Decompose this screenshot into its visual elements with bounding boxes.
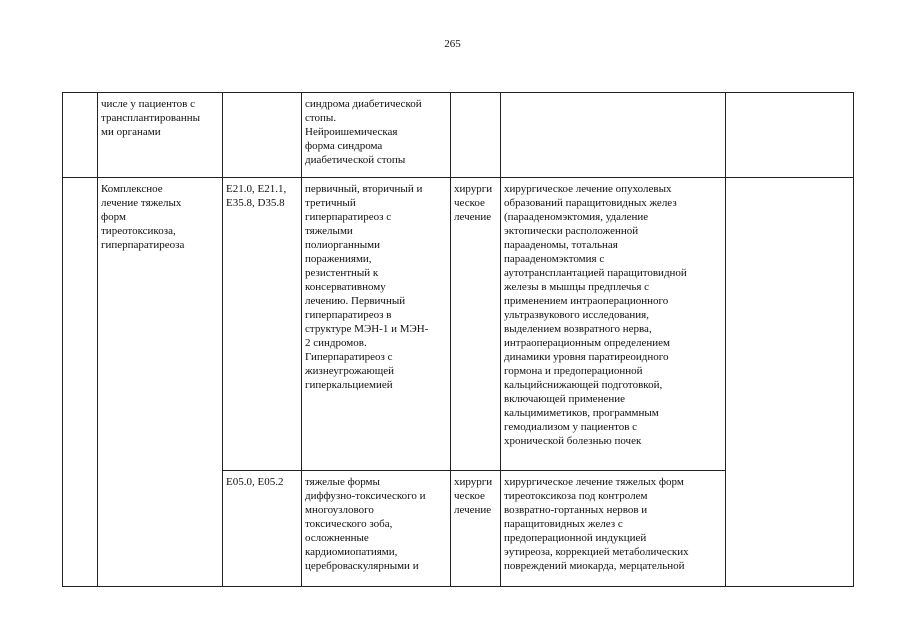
cell-text-line: токсического зоба,: [305, 518, 393, 530]
cell-text-line: парааденомэктомия с: [504, 253, 605, 265]
cell-text-line: лечение тяжелых: [101, 197, 182, 209]
icd-codes-cell: [223, 471, 302, 587]
cell-text-line: гиперпаратиреоз с: [305, 211, 392, 223]
cell-text-line: тяжелые формы: [305, 476, 380, 488]
cell-text-line: ми органами: [101, 126, 161, 138]
patient-model-cell: [302, 178, 451, 471]
cell-text-line: образований паращитовидных желез: [504, 197, 677, 209]
care-name-cell: [98, 93, 223, 178]
cell-text-line: гиперкальциемией: [305, 379, 393, 391]
cell-text-line: гиперпаратиреоз в: [305, 309, 392, 321]
cell-text-line: динамики уровня паратиреоидного: [504, 351, 669, 363]
page-number: 265: [444, 38, 461, 50]
cell-text-line: паращитовидных желез с: [504, 518, 623, 530]
cell-text-line: тиреотоксикоза под контролем: [504, 490, 648, 502]
cell-text-line: синдрома диабетической: [305, 98, 422, 110]
treatment-method-cell: [501, 93, 726, 178]
cell-text-line: E05.0, E05.2: [226, 476, 284, 488]
cell-text-line: резистентный к: [305, 267, 379, 279]
cell-text-line: Гиперпаратиреоз с: [305, 351, 393, 363]
table-row: [63, 93, 854, 178]
cell-text-line: диффузно-токсического и: [305, 490, 426, 502]
cell-text-line: парааденомы, тотальная: [504, 239, 618, 251]
cell-text-line: лечение: [454, 504, 492, 516]
row-number-cell: [63, 93, 98, 178]
cell-text-line: жизнеугрожающей: [305, 365, 395, 377]
cell-text-line: трансплантированны: [101, 112, 201, 124]
cost-cell: [726, 93, 854, 178]
cell-text-line: гемодиализом у пациентов с: [504, 421, 638, 433]
cell-text-line: кардиомиопатиями,: [305, 546, 398, 558]
cost-cell: [726, 178, 854, 587]
cell-text-line: полиорганными: [305, 239, 381, 251]
care-name-cell: [98, 178, 223, 587]
cell-text-line: третичный: [305, 197, 356, 209]
cell-text-line: стопы.: [305, 112, 337, 124]
cell-text-line: эктопически расположенной: [504, 225, 639, 237]
cell-text-line: диабетической стопы: [305, 154, 406, 166]
cell-text-line: 2 синдромов.: [305, 337, 367, 349]
cell-text-line: форма синдрома: [305, 140, 383, 152]
icd-codes-cell: [223, 178, 302, 471]
patient-model-cell: [302, 93, 451, 178]
cell-text-line: аутотрансплантацией паращитовидной: [504, 267, 687, 279]
cell-text-line: структуре МЭН-1 и МЭН-: [305, 323, 429, 335]
cell-text-line: тиреотоксикоза,: [101, 225, 176, 237]
icd-codes-cell: [223, 93, 302, 178]
row-number-cell: [63, 178, 98, 587]
cell-text-line: консервативному: [305, 281, 386, 293]
cell-text-line: кальцийснижающей подготовкой,: [504, 379, 663, 391]
cell-text-line: ультразвукового исследования,: [504, 309, 649, 321]
cell-text-line: форм: [101, 211, 126, 223]
medical-care-table: [62, 92, 854, 587]
cell-text-line: ческое: [454, 197, 485, 209]
cell-text-line: гиперпаратиреоза: [101, 239, 185, 251]
cell-text-line: эутиреоза, коррекцией метаболических: [504, 546, 689, 558]
cell-text-line: ческое: [454, 490, 485, 502]
cell-text-line: поражениями,: [305, 253, 372, 265]
treatment-method-cell: [501, 471, 726, 587]
treatment-type-cell: [451, 93, 501, 178]
cell-text-line: тяжелыми: [305, 225, 353, 237]
treatment-type-cell: [451, 471, 501, 587]
cell-text-line: хирурги: [454, 183, 493, 195]
cell-text-line: E21.0, E21.1,: [226, 183, 287, 195]
cell-text-line: Нейроишемическая: [305, 126, 398, 138]
cell-text-line: повреждений миокарда, мерцательной: [504, 560, 685, 572]
cell-text-line: лечению. Первичный: [305, 295, 406, 307]
cell-text-line: железы в мышцы предплечья с: [504, 281, 650, 293]
cell-text-line: хирурги: [454, 476, 493, 488]
cell-text-line: интраоперационным определением: [504, 337, 670, 349]
cell-text-line: лечение: [454, 211, 492, 223]
cell-text-line: кальцимиметиков, программным: [504, 407, 659, 419]
cell-text-line: хронической болезнью почек: [504, 435, 642, 447]
treatment-type-cell: [451, 178, 501, 471]
cell-text-line: Комплексное: [101, 183, 163, 195]
treatment-method-cell: [501, 178, 726, 471]
cell-text-line: хирургическое лечение тяжелых форм: [504, 476, 684, 488]
cell-text-line: первичный, вторичный и: [305, 183, 423, 195]
cell-text-line: возвратно-гортанных нервов и: [504, 504, 648, 516]
patient-model-cell: [302, 471, 451, 587]
cell-text-line: цереброваскулярными и: [305, 560, 419, 572]
table-row: [63, 178, 854, 471]
cell-text-line: (парааденомэктомия, удаление: [504, 211, 649, 223]
cell-text-line: предоперационной индукцией: [504, 532, 647, 544]
cell-text-line: хирургическое лечение опухолевых: [504, 183, 672, 195]
cell-text-line: гормона и предоперационной: [504, 365, 643, 377]
cell-text-line: числе у пациентов с: [101, 98, 195, 110]
cell-text-line: выделением возвратного нерва,: [504, 323, 652, 335]
cell-text-line: осложненные: [305, 532, 369, 544]
cell-text-line: применением интраоперационного: [504, 295, 669, 307]
cell-text-line: включающей применение: [504, 393, 625, 405]
cell-text-line: E35.8, D35.8: [226, 197, 285, 209]
cell-text-line: многоузлового: [305, 504, 374, 516]
